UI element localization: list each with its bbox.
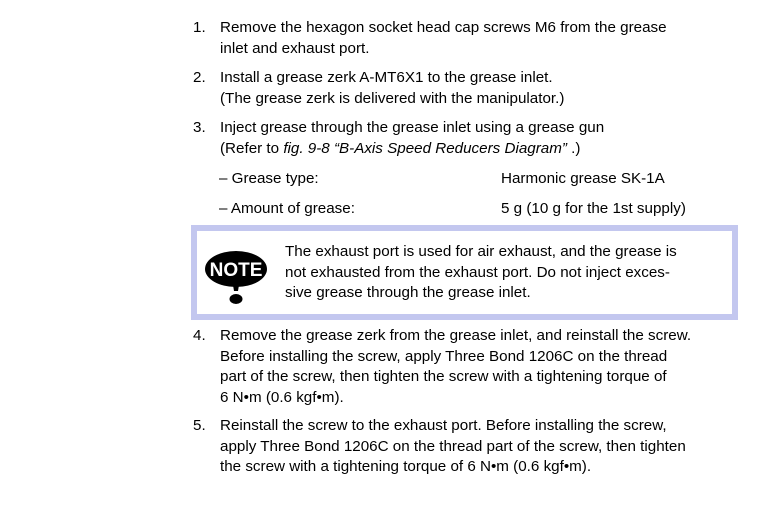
step-line: Before installing the screw, apply Three Bond 1206C on the thread (220, 347, 668, 365)
step-line: Remove the hexagon socket head cap screws M6 from the grease (220, 19, 667, 36)
spec-value: Harmonic grease SK-1A (501, 170, 665, 187)
note-text (285, 242, 725, 304)
figure-reference-link: fig. 9-8 “B-Axis Speed Reducers Diagram” (283, 139, 567, 157)
step-number: 1. (193, 19, 206, 36)
note-line: The exhaust port is used for air exhaust, and the grease is (285, 243, 677, 260)
reference-suffix: .) (566, 139, 581, 157)
note-box (191, 225, 738, 320)
step-line: Install a grease zerk A-MT6X1 to the grease inlet. (220, 69, 553, 86)
step-text (220, 118, 750, 159)
figure-reference (220, 139, 750, 160)
step-line: 6 N•m (0.6 kgf•m). (220, 388, 344, 406)
step-line: the screw with a tightening torque of 6 N•m (0.6 kgf•m). (220, 458, 592, 475)
step-number: 2. (193, 69, 206, 86)
step-line: Reinstall the screw to the exhaust port. Before installing the screw, (220, 417, 667, 434)
step-line: apply Three Bond 1206C on the thread part of the screw, then tighten (220, 437, 686, 455)
step-line: Remove the grease zerk from the grease inlet, and reinstall the screw. (220, 327, 692, 344)
step-text (220, 326, 750, 408)
step-text (220, 416, 750, 478)
note-line: sive grease through the grease inlet. (285, 284, 531, 301)
step-line: (The grease zerk is delivered with the manipulator.) (220, 89, 565, 107)
note-icon-label: NOTE (209, 260, 263, 281)
reference-prefix: (Refer to (220, 139, 284, 157)
spec-label: – Grease type: (219, 170, 319, 187)
spec-value: 5 g (10 g for the 1st supply) (501, 200, 686, 217)
spec-label: – Amount of grease: (219, 200, 355, 217)
step-number: 4. (193, 327, 206, 344)
step-text (220, 68, 750, 109)
step-line: inlet and exhaust port. (220, 39, 370, 57)
step-number: 3. (193, 119, 206, 136)
step-text (220, 18, 750, 59)
step-line: part of the screw, then tighten the screw with a tightening torque of (220, 368, 667, 385)
step-line: Inject grease through the grease inlet using a grease gun (220, 119, 605, 136)
note-icon (203, 245, 269, 307)
step-number: 5. (193, 417, 206, 434)
note-line: not exhausted from the exhaust port. Do not inject exces- (285, 263, 670, 281)
